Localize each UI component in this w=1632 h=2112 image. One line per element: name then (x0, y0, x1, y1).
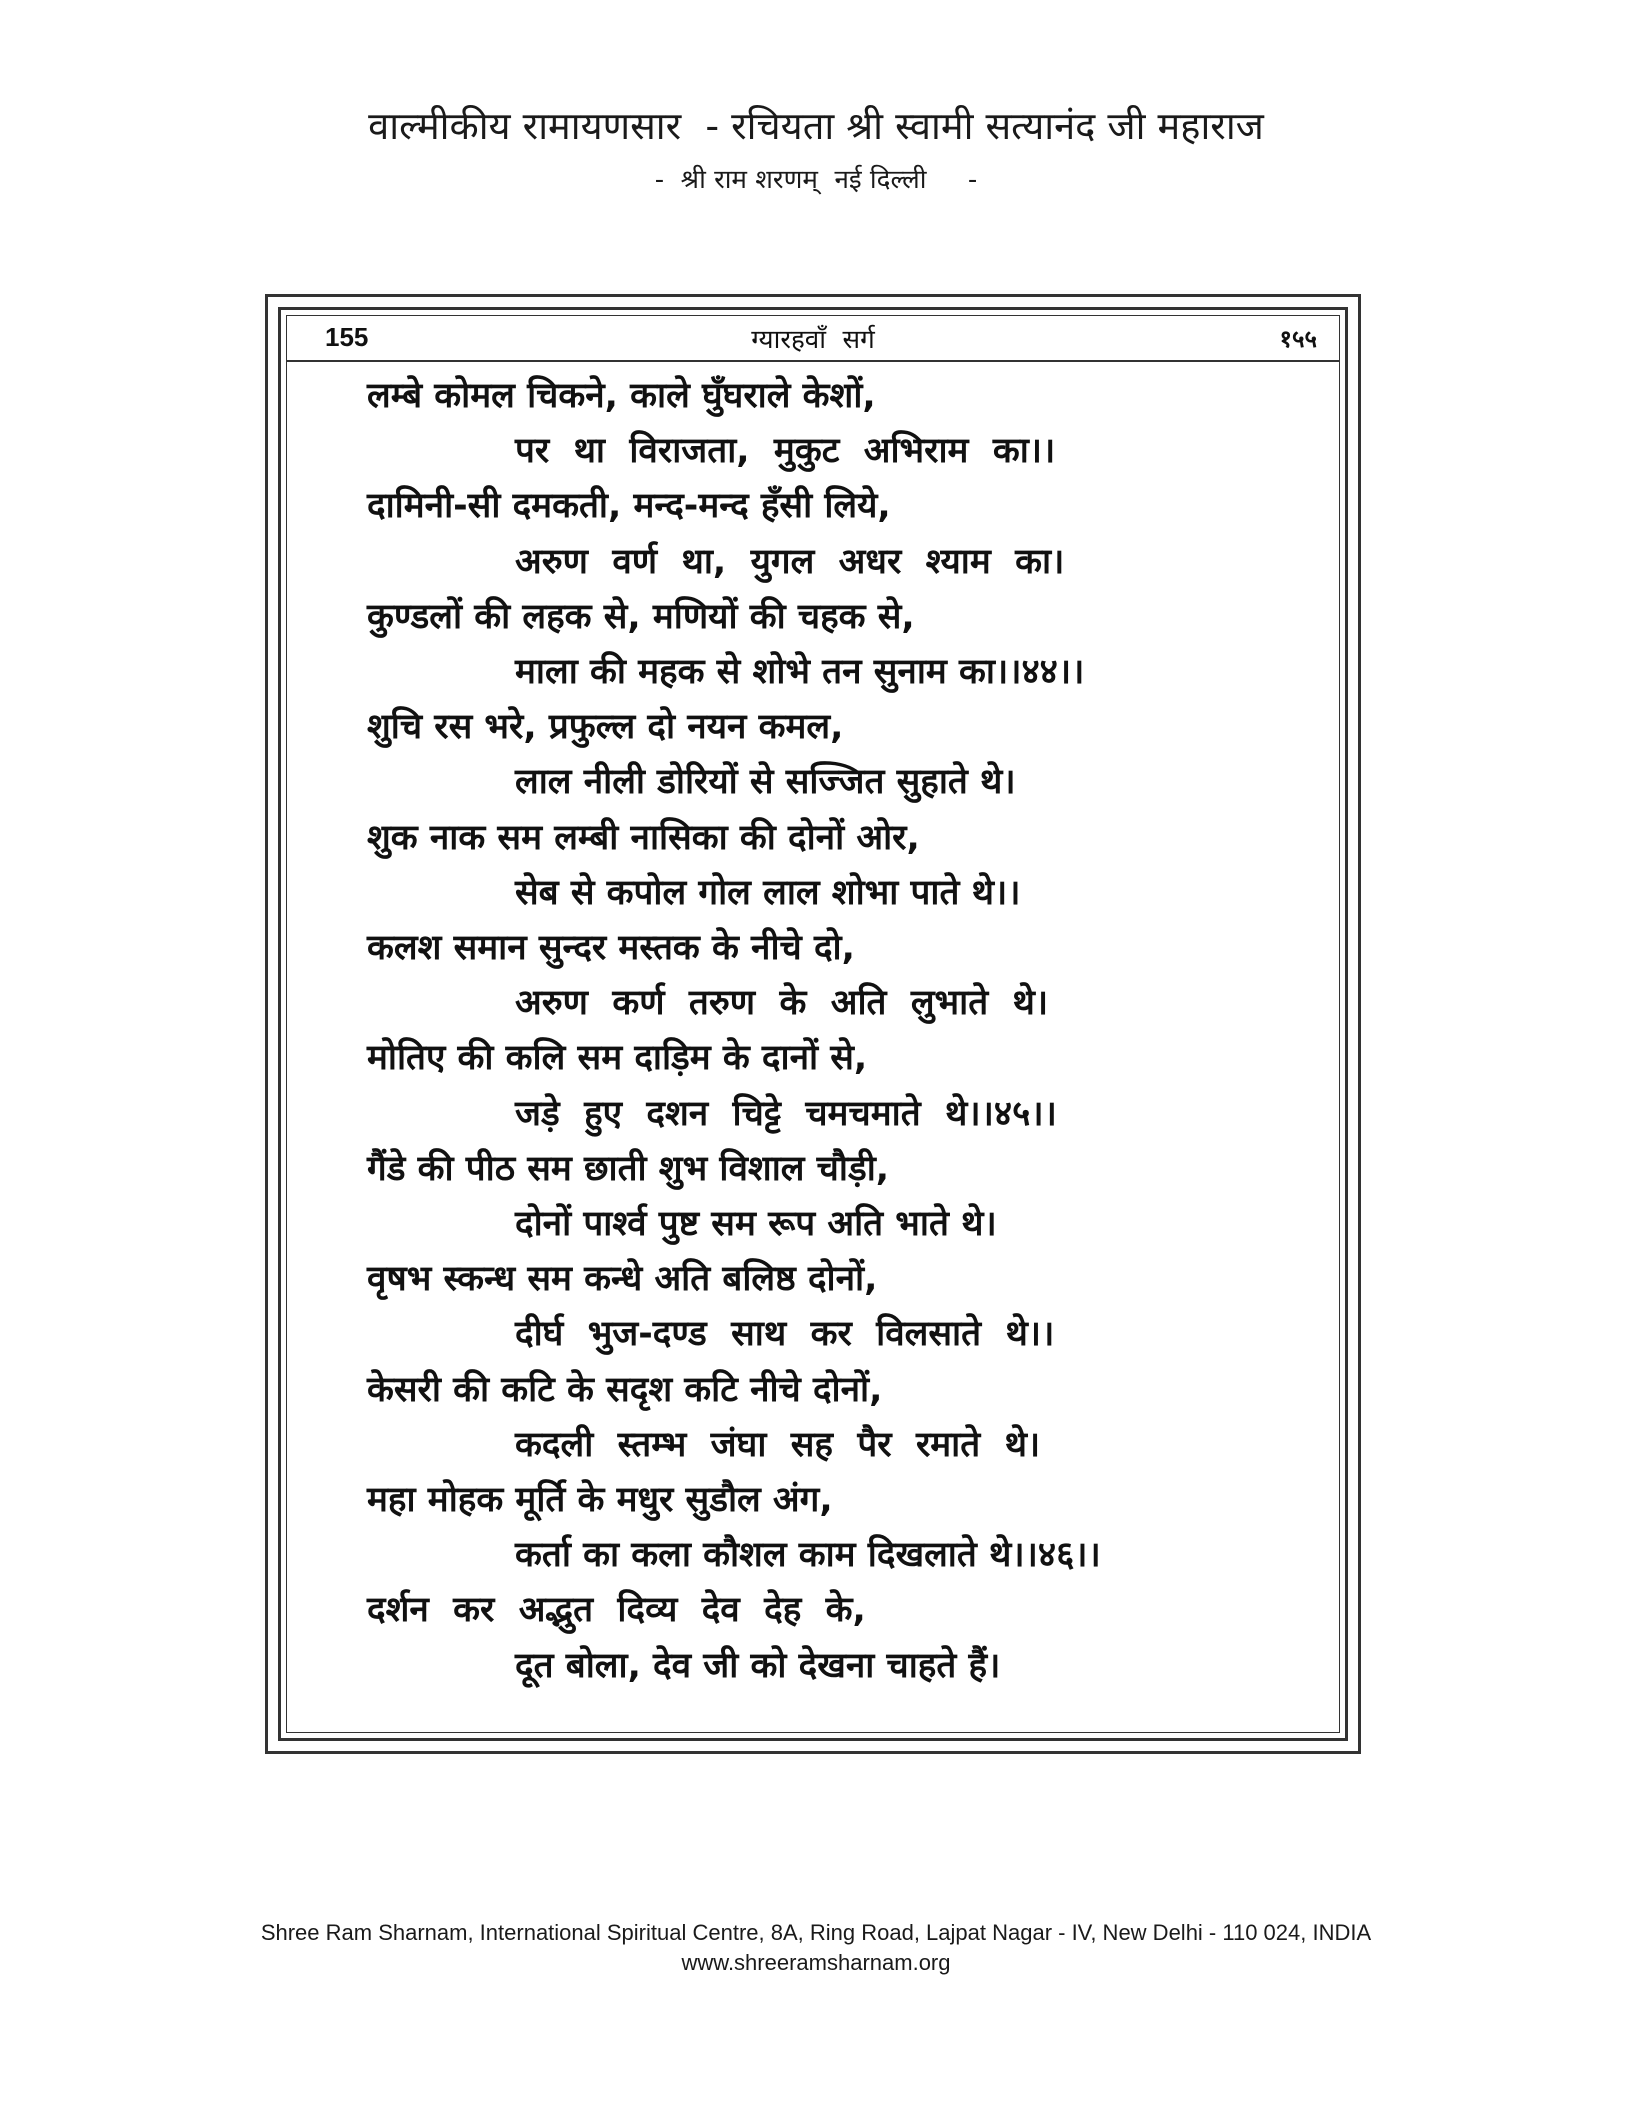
verse-line: सेब से कपोल गोल लाल शोभा पाते थे।। (515, 872, 1021, 913)
verse-line: दूत बोला, देव जी को देखना चाहते हैं। (515, 1645, 1001, 1686)
page-frame-innermost (286, 315, 1340, 1733)
page-frame-inner (278, 307, 1348, 1741)
page-number-devanagari: १५५ (1279, 325, 1317, 353)
verse-line: लाल नीली डोरियों से सज्जित सुहाते थे। (515, 762, 1016, 803)
verse-line: महा मोहक मूर्ति के मधुर सुडौल अंग, (367, 1480, 833, 1520)
verse-line: दामिनी-सी दमकती, मन्द-मन्द हँसी लिये, (367, 486, 891, 527)
page-number-arabic: 155 (325, 322, 369, 352)
verse-line: मोतिए की कलि सम दाड़िम के दानों से, (367, 1038, 868, 1079)
verse-line: कुण्डलों की लहक से, मणियों की चहक से, (367, 596, 915, 637)
verse-line: शुचि रस भरे, प्रफुल्ल दो नयन कमल, (367, 707, 844, 748)
verse-line: वृषभ स्कन्ध सम कन्धे अति बलिष्ठ दोनों, (367, 1259, 878, 1300)
chapter-title: ग्यारहवाँ सर्ग (751, 325, 875, 355)
document-footer (0, 1918, 1632, 1978)
verse-line: दोनों पार्श्व पुष्ट सम रूप अति भाते थे। (515, 1204, 997, 1244)
verse-line: अरुण वर्ण था, युगल अधर श्याम का। (515, 541, 1065, 582)
header-title: वाल्मीकीय रामायणसार - रचियता श्री स्वामी सत्यानंद जी महाराज (368, 104, 1264, 148)
verse-line: शुक नाक सम लम्बी नासिका की दोनों ओर, (367, 817, 920, 858)
verse-line: कदली स्तम्भ जंघा सह पैर रमाते थे। (515, 1424, 1041, 1465)
verse-line: दर्शन कर अद्भुत दिव्य देव देह के, (367, 1590, 866, 1631)
verse-line: पर था विराजता, मुकुट अभिराम का।। (515, 431, 1056, 472)
header-subtitle: - श्री राम शरणम् नई दिल्ली - (654, 165, 978, 195)
footer-website: www.shreeramsharnam.org (681, 1950, 951, 1975)
document-header (0, 100, 1632, 198)
page-frame (265, 294, 1361, 1754)
verse-line: लम्बे कोमल चिकने, काले घुँघराले केशों, (367, 376, 876, 416)
verse-line: कर्ता का कला कौशल काम दिखलाते थे।।४६।। (515, 1535, 1101, 1576)
verse-line: अरुण कर्ण तरुण के अति लुभाते थे। (515, 983, 1049, 1024)
verse-line: माला की महक से शोभे तन सुनाम का।।४४।। (515, 652, 1085, 692)
verse-line: जड़े हुए दशन चिट्टे चमचमाते थे।।४५।। (515, 1093, 1057, 1134)
verse-line: कलश समान सुन्दर मस्तक के नीचे दो, (367, 928, 855, 968)
page-heading-row (287, 316, 1339, 362)
verse-line: गैंडे की पीठ सम छाती शुभ विशाल चौड़ी, (367, 1148, 890, 1189)
footer-address: Shree Ram Sharnam, International Spiritual Centre, 8A, Ring Road, Lajpat Nagar - IV, New Delhi - 110 024, INDIA (260, 1920, 1372, 1945)
verse-line: केसरी की कटि के सदृश कटि नीचे दोनों, (367, 1369, 883, 1410)
verse-line: दीर्घ भुज-दण्ड साथ कर विलसाते थे।। (515, 1314, 1055, 1355)
